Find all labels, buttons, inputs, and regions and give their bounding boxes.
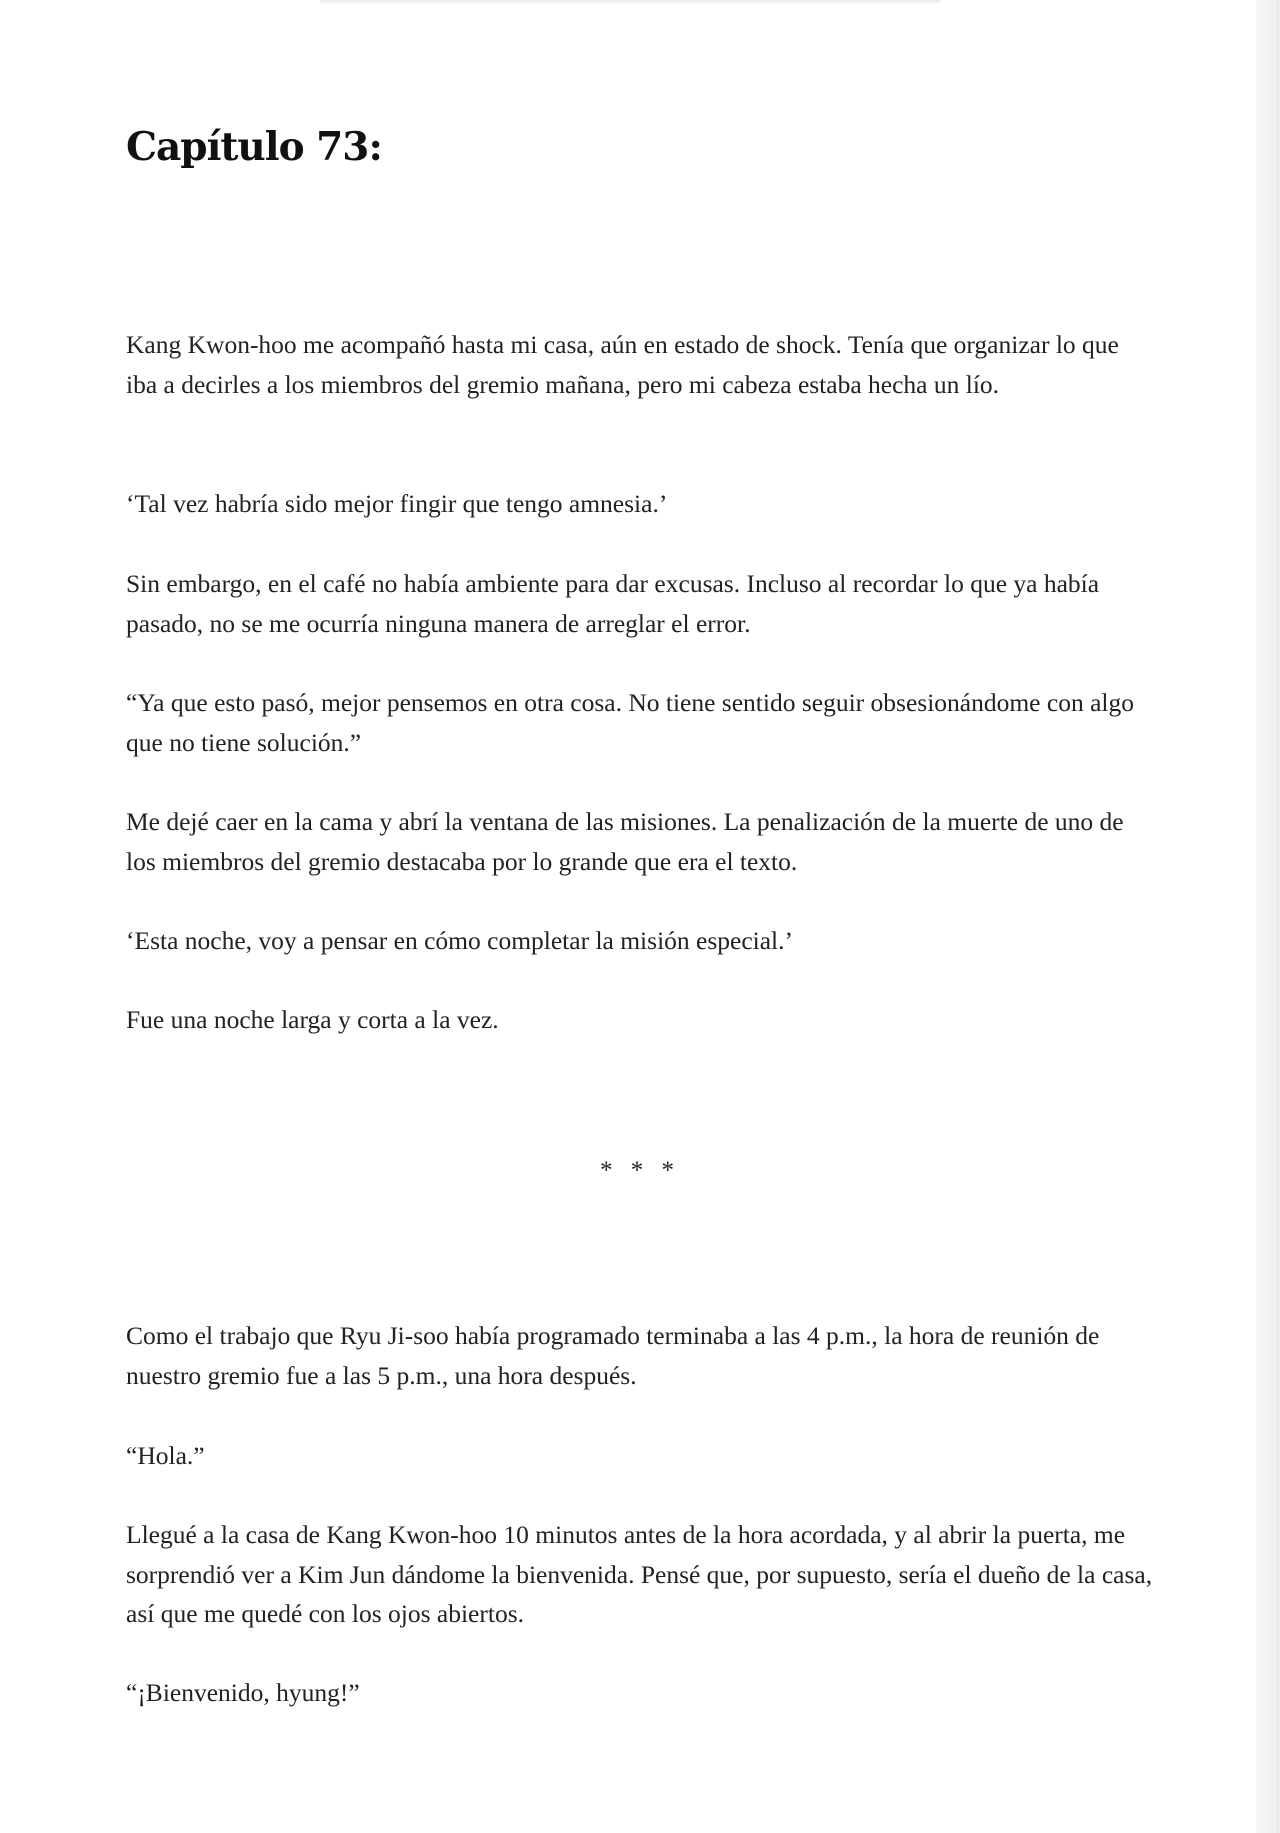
scene-break: * * * [600, 1157, 680, 1184]
paragraph: “Ya que esto pasó, mejor pensemos en otra cosa. No tiene sentido seguir obsesionándome con algo que no tiene solución.” [126, 688, 1134, 757]
paragraph: Sin embargo, en el café no había ambiente para dar excusas. Incluso al recordar lo que ya había pasado, no se me ocurría ninguna manera de arreglar el error. [126, 569, 1100, 638]
page-right-edge [1256, 0, 1278, 1833]
paragraph: “¡Bienvenido, hyung!” [126, 1678, 360, 1707]
paragraph: Kang Kwon-hoo me acompañó hasta mi casa, aún en estado de shock. Tenía que organizar lo que iba a decirles a los miembros del gremio mañana, pero mi cabeza estaba hecha un lío. [126, 330, 1119, 399]
paragraph: Como el trabajo que Ryu Ji-soo había programado terminaba a las 4 p.m., la hora de reunión de nuestro gremio fue a las 5 p.m., una hora después. [126, 1321, 1100, 1390]
paragraph: Llegué a la casa de Kang Kwon-hoo 10 minutos antes de la hora acordada, y al abrir la puerta, me sorprendió ver a Kim Jun dándome la bienvenida. Pensé que, por supuesto, sería el dueño de la casa, así que me quedé con los ojos abiertos. [126, 1520, 1153, 1628]
paragraph: ‘Tal vez habría sido mejor fingir que tengo amnesia.’ [126, 489, 668, 518]
paragraph: Me dejé caer en la cama y abrí la ventana de las misiones. La penalización de la muerte de uno de los miembros del gremio destacaba por lo grande que era el texto. [126, 807, 1124, 876]
paragraph: ‘Esta noche, voy a pensar en cómo completar la misión especial.’ [126, 926, 794, 955]
paragraph: “Hola.” [126, 1441, 205, 1470]
chapter-title: Capítulo 73: [126, 124, 382, 170]
page-top-shadow [320, 0, 940, 4]
paragraph: Fue una noche larga y corta a la vez. [126, 1005, 499, 1034]
